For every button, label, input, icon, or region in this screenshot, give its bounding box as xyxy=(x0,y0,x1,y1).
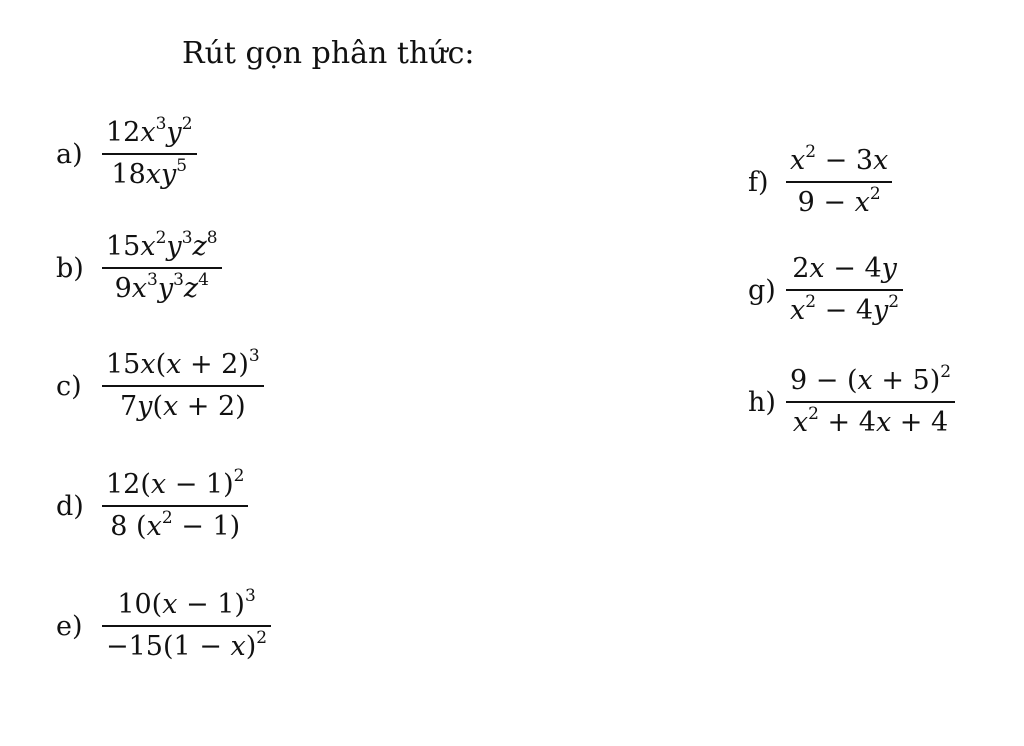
fraction xyxy=(786,132,892,232)
exercise-label: g) xyxy=(748,274,776,306)
fraction xyxy=(102,218,222,318)
fraction-bar xyxy=(102,385,264,387)
exercise-label: e) xyxy=(56,610,83,642)
fraction xyxy=(102,576,271,676)
numerator: $15x^2y^3z^8$ xyxy=(106,228,218,262)
numerator: $15x(x + 2)^3$ xyxy=(106,346,260,380)
numerator: $10(x - 1)^3$ xyxy=(117,586,256,620)
fraction-bar xyxy=(102,505,248,507)
fraction xyxy=(102,336,264,436)
fraction-bar xyxy=(786,181,892,183)
denominator: $-15(1 - x)^2$ xyxy=(106,628,268,662)
fraction-bar xyxy=(786,289,903,291)
fraction-bar xyxy=(786,401,955,403)
fraction-bar xyxy=(102,625,271,627)
exercise-label: h) xyxy=(748,386,776,418)
fraction xyxy=(102,104,197,204)
numerator: $9 - (x + 5)^2$ xyxy=(790,362,952,396)
numerator: 2x − 4y xyxy=(792,253,897,284)
denominator: $18xy^5$ xyxy=(111,156,188,190)
denominator: $9 - x^2$ xyxy=(797,184,881,218)
denominator: $x^2 + 4x + 4$ xyxy=(792,404,949,438)
denominator: $9x^3y^3z^4$ xyxy=(114,270,209,304)
page-title: Rút gọn phân thức: xyxy=(182,36,475,71)
denominator: 7y(x + 2) xyxy=(119,391,246,422)
denominator: $x^2 - 4y^2$ xyxy=(790,292,900,326)
fraction xyxy=(786,352,955,452)
fraction-bar xyxy=(102,153,197,155)
exercise-label: c) xyxy=(56,370,82,402)
numerator: $x^2 - 3x$ xyxy=(790,142,889,176)
fraction-bar xyxy=(102,267,222,269)
fraction xyxy=(102,456,248,556)
exercise-label: a) xyxy=(56,138,83,170)
exercise-label: d) xyxy=(56,490,84,522)
exercise-label: b) xyxy=(56,252,84,284)
numerator: $12x^3y^2$ xyxy=(106,114,193,148)
fraction xyxy=(786,240,903,340)
denominator: 8 $(x^2 - 1)$ xyxy=(110,508,241,542)
numerator: $12(x - 1)^2$ xyxy=(106,466,245,500)
exercise-label: f) xyxy=(748,166,769,198)
